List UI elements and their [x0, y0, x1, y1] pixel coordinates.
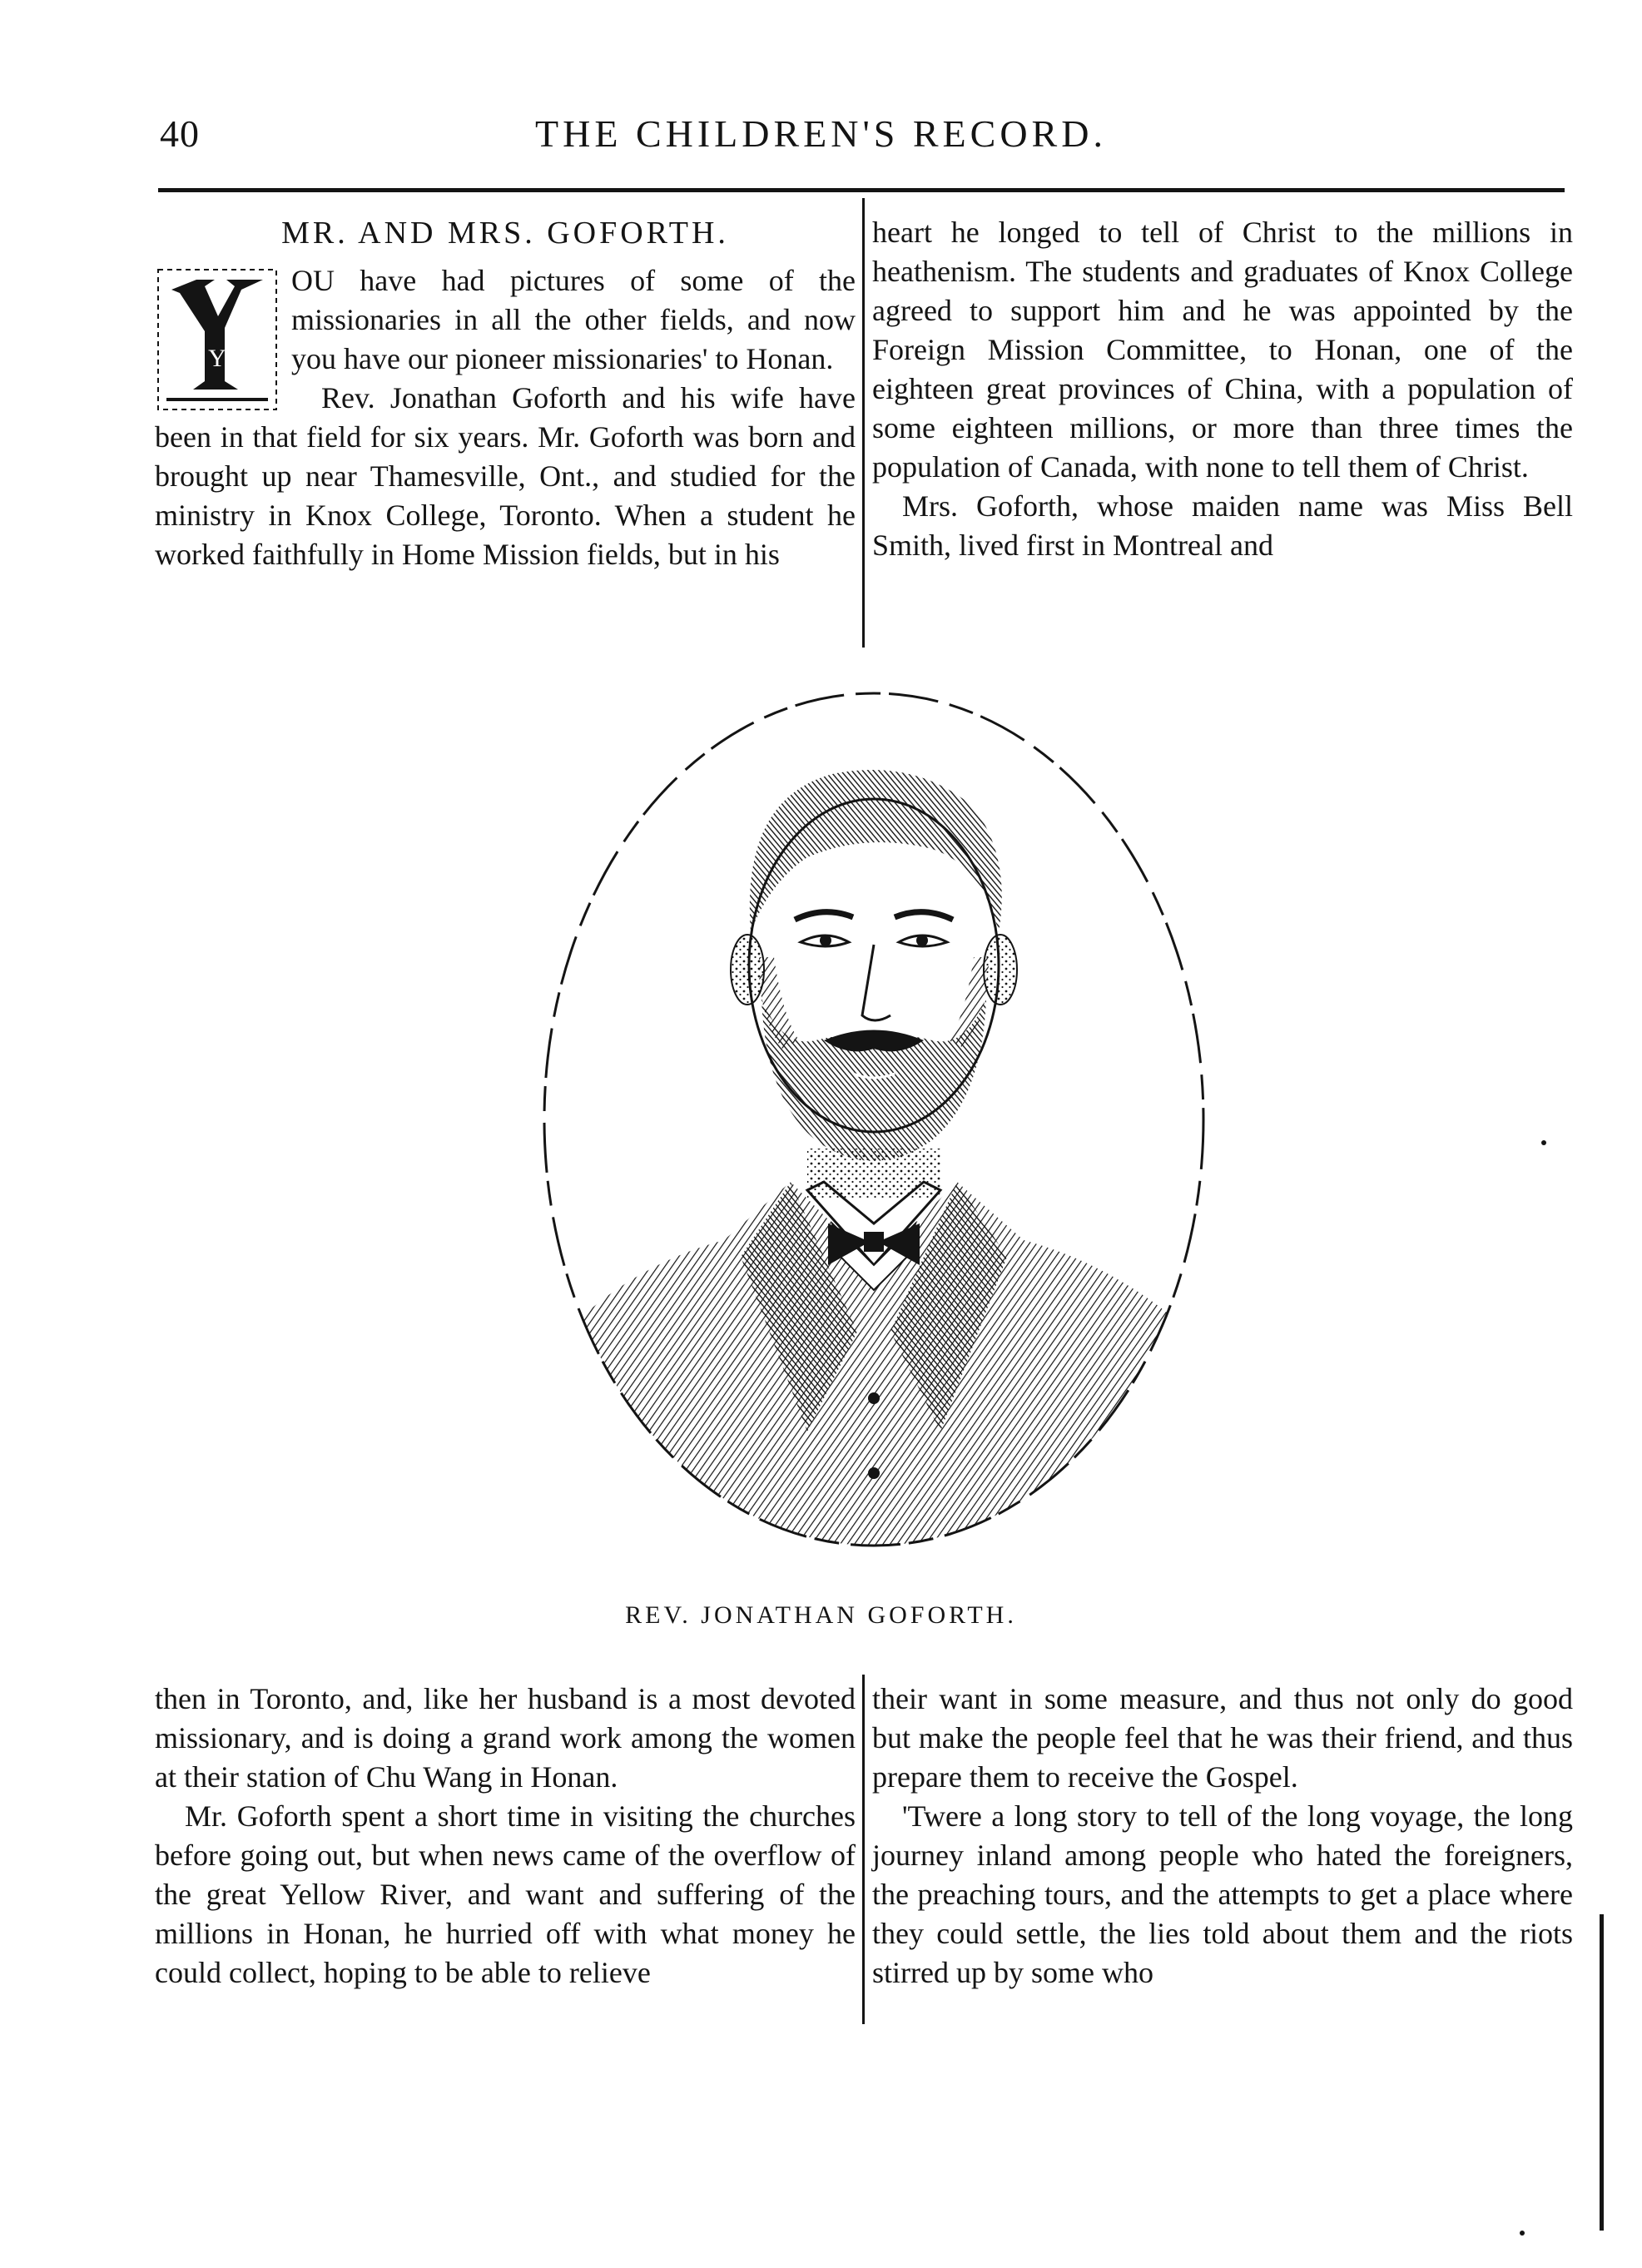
column-bottom-left [155, 1680, 856, 1993]
portrait-engraving [533, 682, 1215, 1556]
paragraph: heart he longed to tell of Christ to the millions in heathenism. The students and graduates of Knox College agreed to support him and he was appointed by the Foreign Mission Committee, to Honan, one of the eighteen great provinces of China, with a population of some eighteen millions, or more than three times the population of Canada, with none to tell them of Christ. [872, 216, 1573, 484]
paragraph: Mrs. Goforth, whose maiden name was Miss Bell Smith, lived first in Montreal and [872, 489, 1573, 562]
paragraph: 'Twere a long story to tell of the long voyage, the long journey inland among people who hated the foreigners, the preaching tours, and the attempts to get a place where they could settle, the lies told about them and the riots stirred up by some who [872, 1799, 1573, 1989]
article-title: MR. AND MRS. GOFORTH. [281, 216, 729, 251]
scan-speck [1541, 1140, 1546, 1145]
scan-speck [1520, 2231, 1525, 2236]
column-bottom-right [872, 1680, 1573, 1993]
drop-cap-letter: Y [208, 345, 226, 372]
margin-scan-mark [1600, 1914, 1604, 2231]
paragraph: their want in some measure, and thus not only do good but make the people feel that he was their friend, and thus prepare them to receive the Gospel. [872, 1682, 1573, 1794]
page-number: 40 [160, 112, 200, 155]
header-rule [158, 188, 1565, 192]
drop-cap [155, 265, 280, 414]
column-divider-bottom [862, 1675, 865, 2024]
paragraph: Rev. Jonathan Goforth and his wife have been in that field for six years. Mr. Goforth was born and brought up near Thamesville, Ont., and studied for the ministry in Knox College, Toronto. When a student he worked faithfully in Home Mission fields, but in his [155, 381, 856, 571]
column-divider-top [862, 198, 865, 648]
paragraph: Mr. Goforth spent a short time in visiting the churches before going out, but when news came of the overflow of the great Yellow River, and want and suffering of the millions in Honan, he hurried off with what money he could collect, hoping to be able to relieve [155, 1799, 856, 1989]
paragraph: OU have had pictures of some of the missionaries in all the other fields, and now you have our pioneer missionaries' to Honan. [291, 264, 856, 375]
column-top-left [155, 213, 856, 574]
column-top-right [872, 213, 1573, 565]
running-head: THE CHILDREN'S RECORD. [535, 112, 1107, 155]
paragraph: then in Toronto, and, like her husband is a most devoted missionary, and is doing a grand work among the women at their station of Chu Wang in Honan. [155, 1682, 856, 1794]
portrait-caption: REV. JONATHAN GOFORTH. [625, 1601, 1017, 1629]
